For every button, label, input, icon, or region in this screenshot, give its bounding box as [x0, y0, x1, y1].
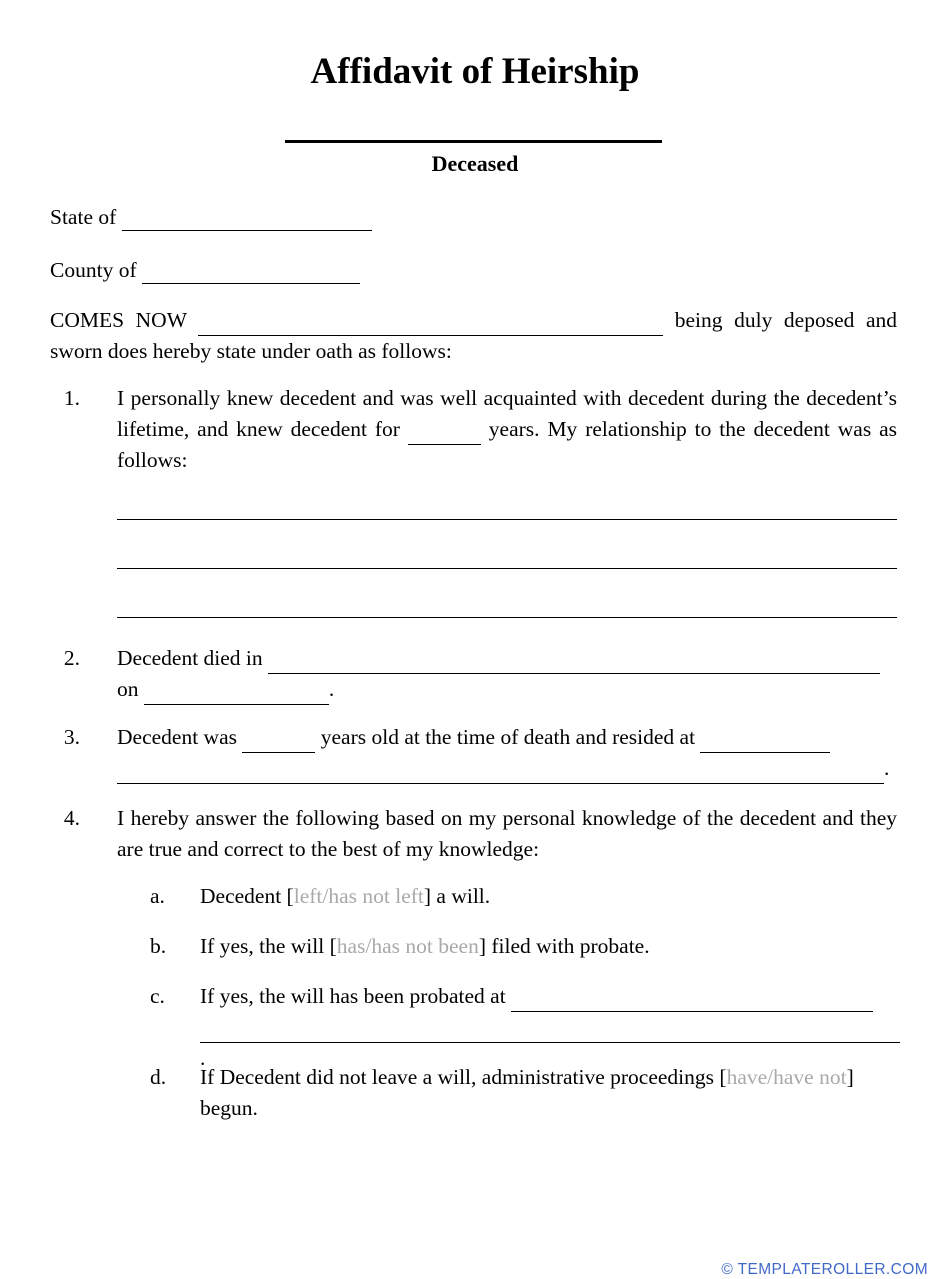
- state-label: State of: [50, 205, 117, 229]
- sub-list-item-a-body: [200, 881, 897, 912]
- comes-now-paragraph: [50, 305, 897, 367]
- sub-list-item-b: [150, 931, 897, 962]
- list-item-4: [50, 803, 897, 865]
- affiant-name-blank-field[interactable]: [198, 318, 663, 336]
- list-item-3-text-a: Decedent was: [117, 725, 237, 749]
- sub-list-item-b-body: [200, 931, 897, 962]
- county-row: [50, 256, 360, 284]
- state-row: [50, 203, 372, 231]
- list-item-3-marker: 3.: [63, 725, 80, 749]
- deceased-name-rule: [285, 140, 662, 143]
- sub-list-item-a: [150, 881, 897, 912]
- sub-list-item-c-marker: c.: [150, 984, 165, 1008]
- list-item-2: [50, 643, 897, 705]
- relationship-line-2[interactable]: [117, 568, 897, 569]
- list-item-2-marker: 2.: [63, 646, 80, 670]
- sub-list-item-d: [150, 1062, 897, 1124]
- list-item-1-text-b: years. My relationship to the decedent was as follows:: [117, 417, 898, 472]
- comes-now-label: COMES NOW: [50, 308, 187, 332]
- sub-b-placeholder[interactable]: has/has not been: [336, 934, 479, 958]
- comes-now-second-line: and sworn does hereby state under oath as follows:: [50, 308, 897, 363]
- age-blank-field[interactable]: [242, 735, 315, 753]
- sub-b-text-after: ] filed with probate.: [478, 934, 650, 958]
- page-title: Affidavit of Heirship: [310, 51, 640, 92]
- years-known-blank-field[interactable]: [408, 427, 481, 445]
- death-place-blank-field[interactable]: [268, 656, 880, 674]
- list-item-2-body: [117, 643, 897, 705]
- sub-d-placeholder[interactable]: have/have not: [726, 1065, 847, 1089]
- sub-a-text-before: Decedent [: [200, 884, 294, 908]
- sub-list-item-c: [150, 981, 897, 1074]
- sub-c-text-before: If yes, the will has been probated at: [200, 984, 506, 1008]
- county-label: County of: [50, 258, 137, 282]
- residence-blank-field-1[interactable]: [700, 735, 830, 753]
- templateroller-watermark: © TEMPLATEROLLER.COM: [721, 1261, 928, 1278]
- sub-a-text-after: ] a will.: [423, 884, 491, 908]
- sub-list-item-d-body: [200, 1062, 897, 1124]
- residence-blank-field-2[interactable]: [117, 766, 884, 784]
- sub-d-text-before: If Decedent did not leave a will, administrative proceedings [: [200, 1065, 727, 1089]
- state-blank-field[interactable]: [122, 213, 372, 231]
- list-item-2-period: .: [328, 677, 335, 701]
- list-item-1: [50, 383, 897, 476]
- list-item-1-marker: 1.: [63, 386, 80, 410]
- sub-list-item-d-marker: d.: [150, 1065, 167, 1089]
- deceased-label: Deceased: [431, 151, 519, 176]
- list-item-4-marker: 4.: [63, 806, 80, 830]
- relationship-line-3[interactable]: [117, 617, 897, 618]
- list-item-3-period: .: [884, 756, 890, 780]
- probate-location-blank-field-2[interactable]: [200, 1025, 900, 1043]
- relationship-line-1[interactable]: [117, 519, 897, 520]
- sub-a-placeholder[interactable]: left/has not left: [293, 884, 424, 908]
- sub-c-text-after: .: [200, 1046, 206, 1070]
- list-item-3-body: [117, 722, 897, 784]
- comes-now-trailing-text: being duly deposed: [674, 308, 855, 332]
- list-item-3-text-b: years old at the time of death and resided at: [320, 725, 696, 749]
- sub-b-text-before: If yes, the will [: [200, 934, 337, 958]
- sub-d-text-after: ] begun.: [200, 1065, 854, 1120]
- death-date-blank-field[interactable]: [144, 687, 329, 705]
- list-item-3: [50, 722, 897, 784]
- sub-list-item-b-marker: b.: [150, 934, 167, 958]
- list-item-2-text-b: on: [117, 677, 139, 701]
- list-item-4-body: I hereby answer the following based on my personal knowledge of the decedent and they are true and correct to the best of my knowledge:: [117, 806, 897, 861]
- sub-list-item-a-marker: a.: [150, 884, 165, 908]
- county-blank-field[interactable]: [142, 266, 360, 284]
- list-item-2-text-a: Decedent died in: [117, 646, 263, 670]
- list-item-1-body: [117, 383, 897, 476]
- probate-location-blank-field-1[interactable]: [511, 994, 873, 1012]
- list-item-1-text-a: I personally knew decedent and was well acquainted with decedent during the decedent’s lifetime, and knew decedent for: [117, 386, 897, 441]
- sub-list-item-c-body: [200, 981, 897, 1074]
